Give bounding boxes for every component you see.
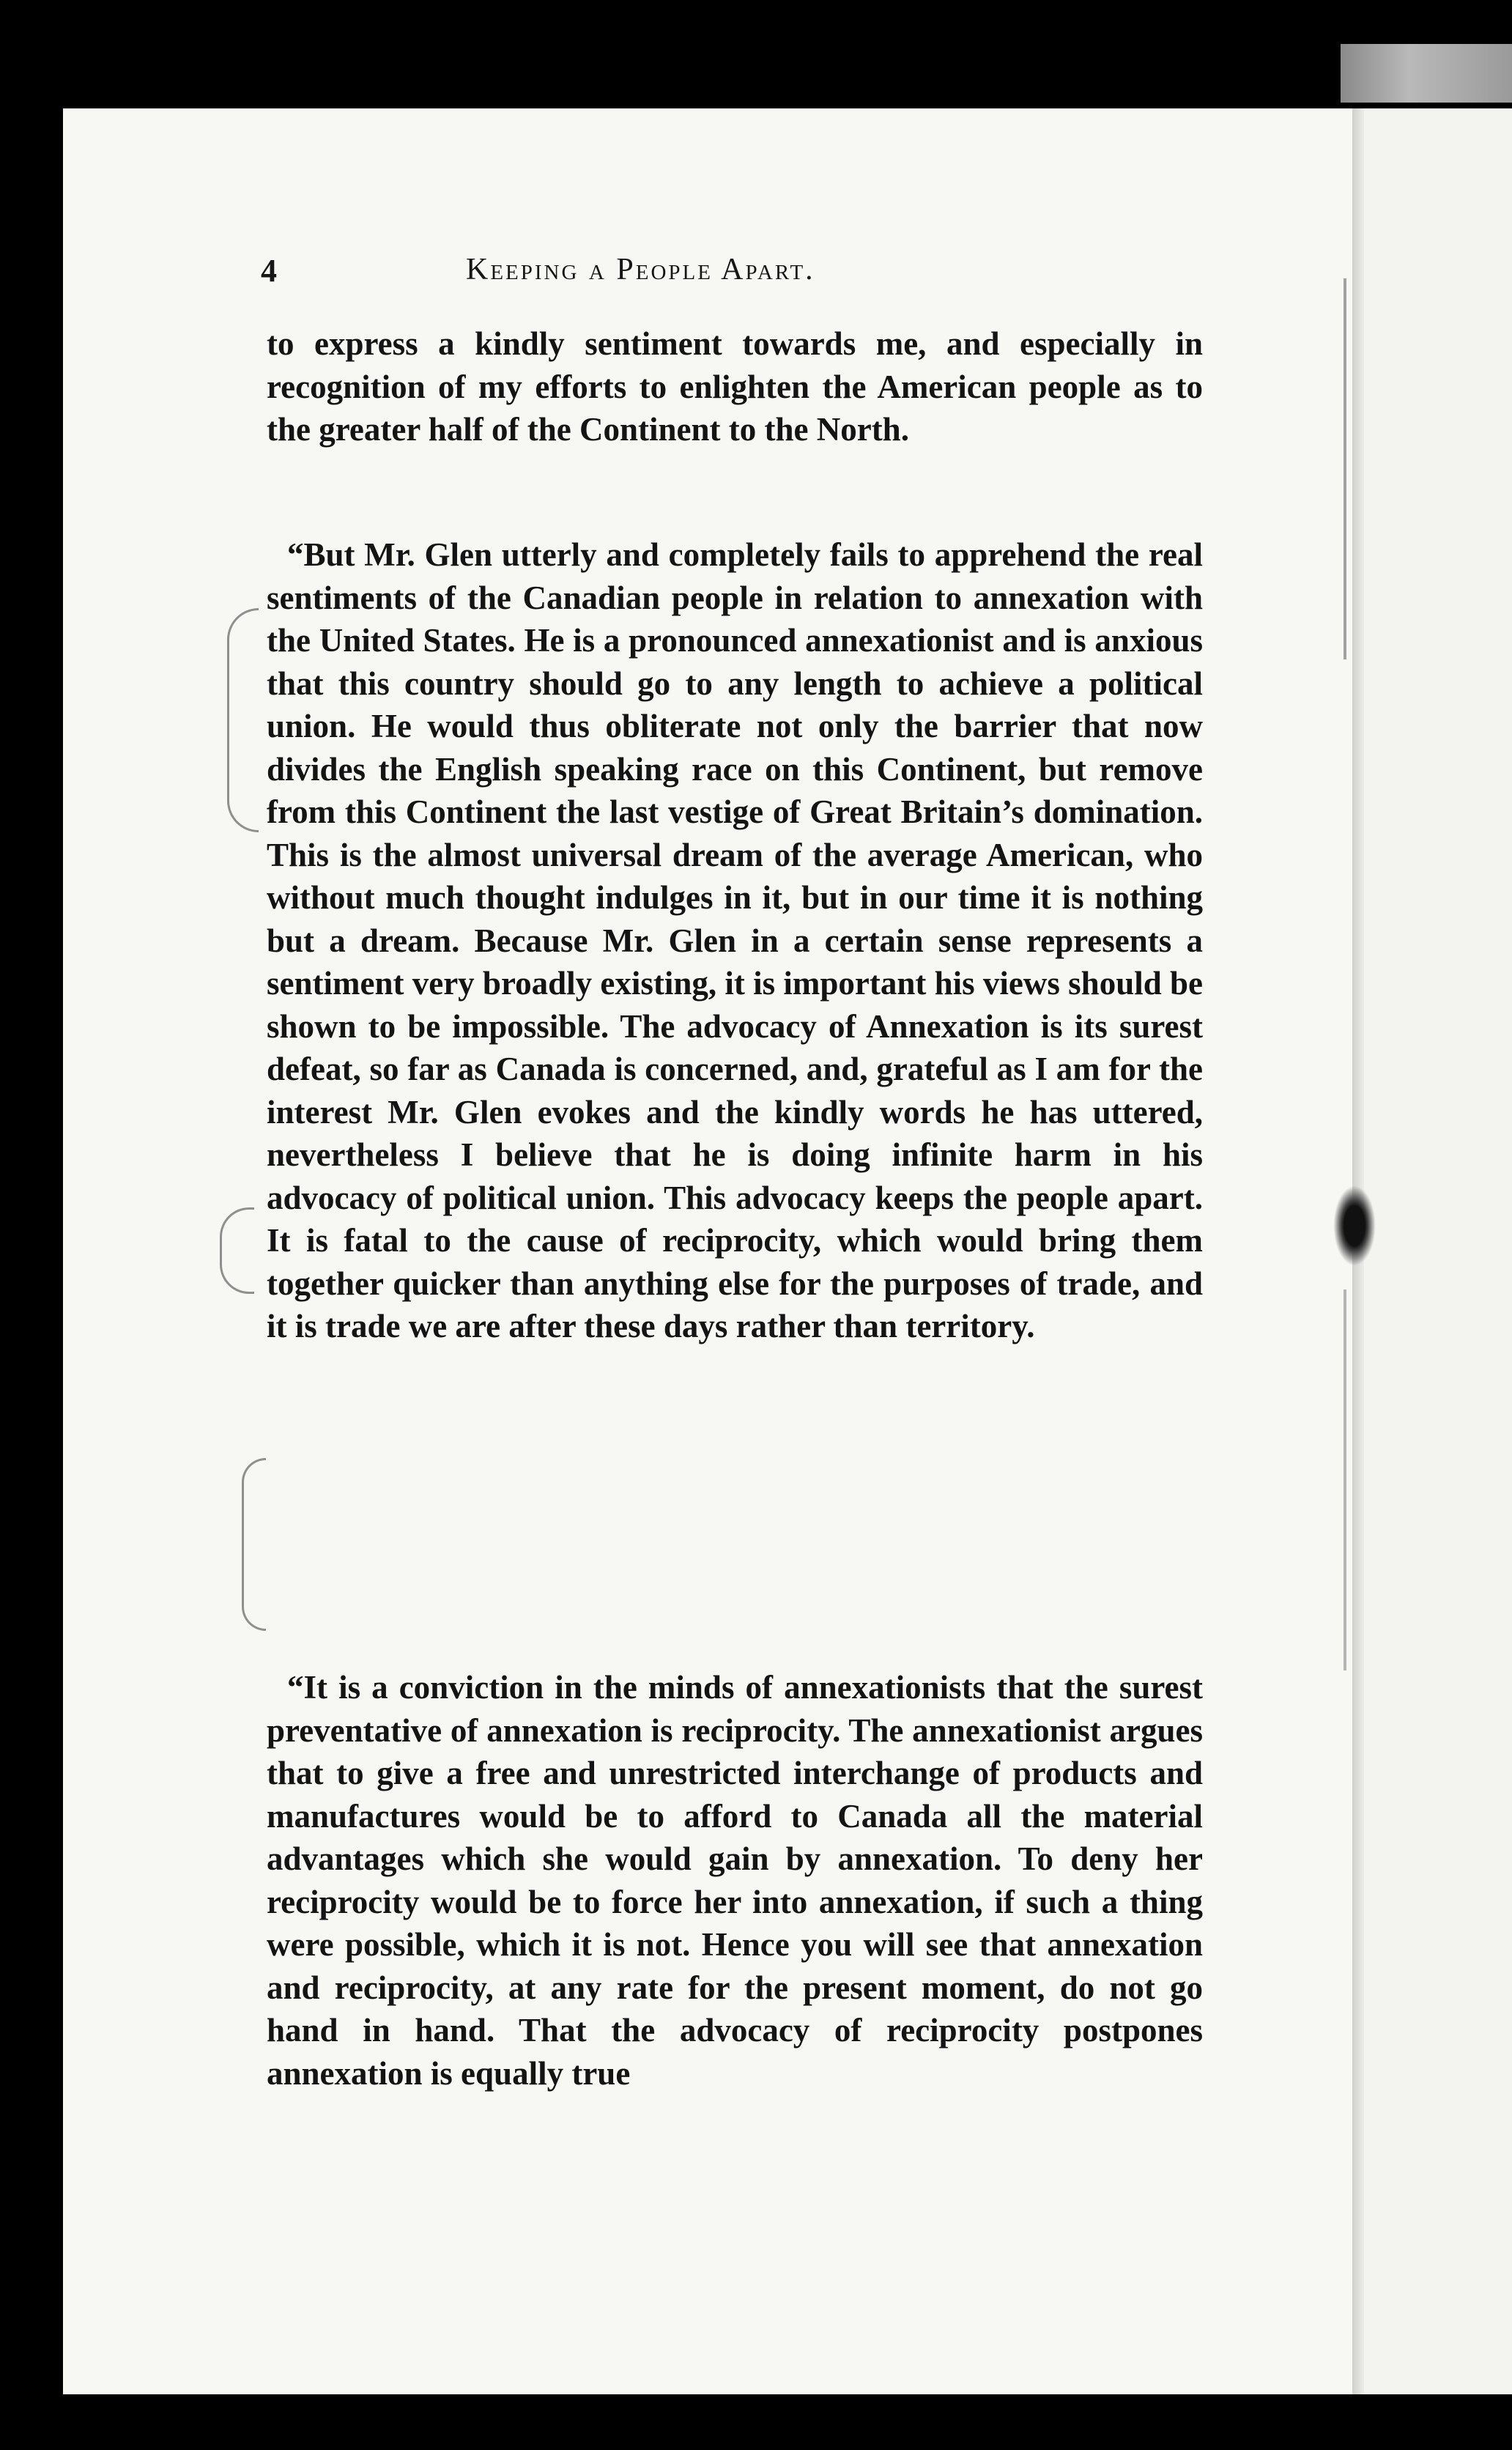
binding-mark: [1344, 1289, 1346, 1670]
margin-bracket-mark: [227, 608, 259, 832]
facing-page-edge: [1364, 108, 1512, 2394]
margin-bracket-mark: [220, 1207, 254, 1294]
margin-bracket-mark: [242, 1458, 266, 1631]
paragraph-quote: “It is a conviction in the minds of annexationists that the surest preventative of annexation is reciprocity. The annexationist argues that to give a free and unrestricted interchange of products and manufactures would be to afford to Canada all the material advantages which she would gain by annexation. To deny her reciprocity would be to force her into annexation, if such a thing were possible, which it is not. Hence you will see that annexation and reciprocity, at any rate for the present moment, do not go hand in hand. That the advocacy of reciprocity postpones annexation is equally true: [267, 1669, 1203, 2092]
paragraph-quote: “But Mr. Glen utterly and completely fails to apprehend the real sentiments of the Canadian people in relation to annexation with the United States. He is a pronounced annexationist and is anxious that this country should go to any length to achieve a political union. He would thus obliterate not only the barrier that now divides the English speaking race on this Continent, but remove from this Continent the last vestige of Great Britain’s domination. This is the almost universal dream of the average American, who without much thought indulges in it, but in our time it is nothing but a dream. Because Mr. Glen in a certain sense represents a sentiment very broadly existing, it is important his views should be shown to be impossible. The advocacy of Annexation is its surest defeat, so far as Canada is concerned, and, grateful as I am for the interest Mr. Glen evokes and the kindly words he has uttered, nevertheless I believe that he is doing infinite harm in his advocacy of political union. This advocacy keeps the people apart. It is fatal to the cause of reciprocity, which would bring them together quicker than anything else for the purposes of trade, and it is trade we are after these days rather than territory.: [267, 536, 1203, 1344]
binding-mark: [1344, 278, 1346, 659]
paragraph-continued: to express a kindly sentiment towards me, and especially in recognition of my efforts to enlighten the American people as to the greater half of the Continent to the North.: [267, 325, 1203, 448]
page-header: [261, 252, 1242, 296]
running-title: Keeping a People Apart.: [466, 253, 815, 286]
scan-edge-strip: [1341, 44, 1512, 103]
binding-thread: [1333, 1185, 1376, 1266]
page-number: 4: [261, 253, 278, 289]
